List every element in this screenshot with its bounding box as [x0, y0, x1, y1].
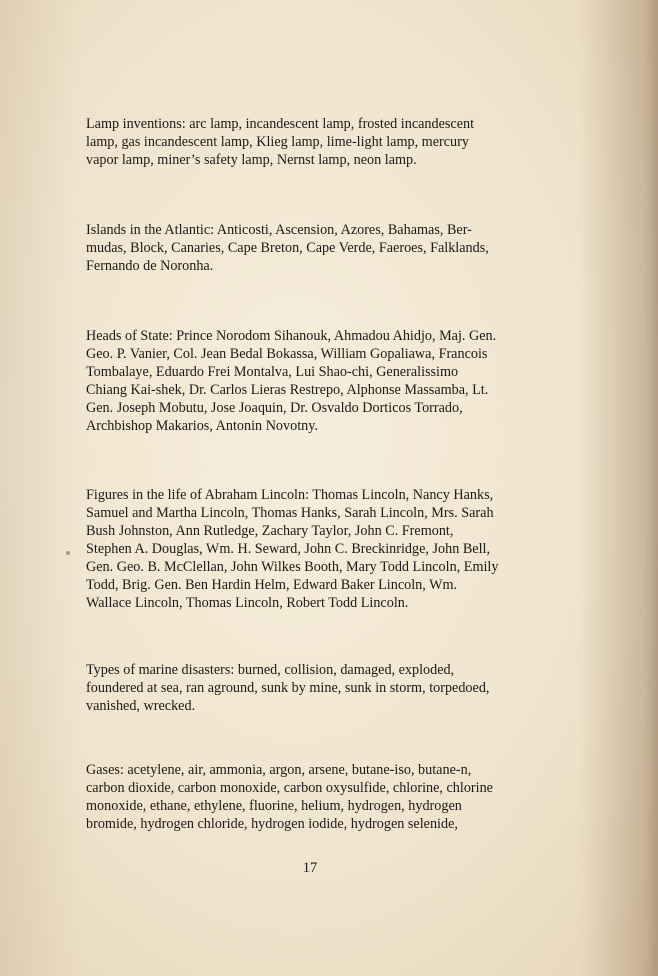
text-line: vanished, wrecked. [86, 698, 196, 714]
text-line: Islands in the Atlantic: Anticosti, Ascension, Azores, Bahamas, Ber- [86, 222, 472, 238]
text-line: Gases: acetylene, air, ammonia, argon, arsene, butane-iso, butane-n, [86, 762, 472, 778]
text-line: Bush Johnston, Ann Rutledge, Zachary Taylor, John C. Fremont, [86, 523, 454, 539]
page-number: 17 [302, 860, 318, 876]
ink-speck [66, 551, 70, 555]
text-line: foundered at sea, ran aground, sunk by mine, sunk in storm, torpedoed, [86, 680, 490, 696]
text-line: Chiang Kai-shek, Dr. Carlos Lieras Restrepo, Alphonse Massamba, Lt. [86, 382, 489, 398]
text-line: lamp, gas incandescent lamp, Klieg lamp, lime-light lamp, mercury [86, 134, 469, 150]
text-line: carbon dioxide, carbon monoxide, carbon oxysulfide, chlorine, chlorine [86, 780, 493, 796]
text-line: Gen. Joseph Mobutu, Jose Joaquin, Dr. Osvaldo Dorticos Torrado, [86, 400, 463, 416]
text-line: Types of marine disasters: burned, collision, damaged, exploded, [86, 662, 455, 678]
paragraph-lamp-inventions [86, 115, 566, 169]
paragraph-marine-disasters [86, 661, 566, 715]
text-line: Fernando de Noronha. [86, 258, 214, 274]
text-line: Gen. Geo. B. McClellan, John Wilkes Booth, Mary Todd Lincoln, Emily [86, 559, 499, 575]
text-line: monoxide, ethane, ethylene, fluorine, helium, hydrogen, hydrogen [86, 798, 462, 814]
paragraph-lincoln-figures [86, 486, 566, 612]
paragraph-heads-of-state [86, 327, 566, 435]
text-line: mudas, Block, Canaries, Cape Breton, Cape Verde, Faeroes, Falklands, [86, 240, 489, 256]
text-line: Geo. P. Vanier, Col. Jean Bedal Bokassa, William Gopaliawa, Francois [86, 346, 488, 362]
paragraph-gases [86, 761, 566, 833]
text-line: vapor lamp, miner’s safety lamp, Nernst lamp, neon lamp. [86, 152, 417, 168]
text-line: Wallace Lincoln, Thomas Lincoln, Robert Todd Lincoln. [86, 595, 409, 611]
text-line: Stephen A. Douglas, Wm. H. Seward, John C. Breckinridge, John Bell, [86, 541, 491, 557]
text-line: bromide, hydrogen chloride, hydrogen iodide, hydrogen selenide, [86, 816, 458, 832]
text-line: Figures in the life of Abraham Lincoln: Thomas Lincoln, Nancy Hanks, [86, 487, 494, 503]
text-line: Lamp inventions: arc lamp, incandescent lamp, frosted incandescent [86, 116, 475, 132]
text-line: Heads of State: Prince Norodom Sihanouk, Ahmadou Ahidjo, Maj. Gen. [86, 328, 497, 344]
text-line: Samuel and Martha Lincoln, Thomas Hanks, Sarah Lincoln, Mrs. Sarah [86, 505, 494, 521]
paragraph-atlantic-islands [86, 221, 566, 275]
text-line: Archbishop Makarios, Antonin Novotny. [86, 418, 318, 434]
text-line: Todd, Brig. Gen. Ben Hardin Helm, Edward Baker Lincoln, Wm. [86, 577, 458, 593]
text-line: Tombalaye, Eduardo Frei Montalva, Lui Shao-chi, Generalissimo [86, 364, 459, 380]
